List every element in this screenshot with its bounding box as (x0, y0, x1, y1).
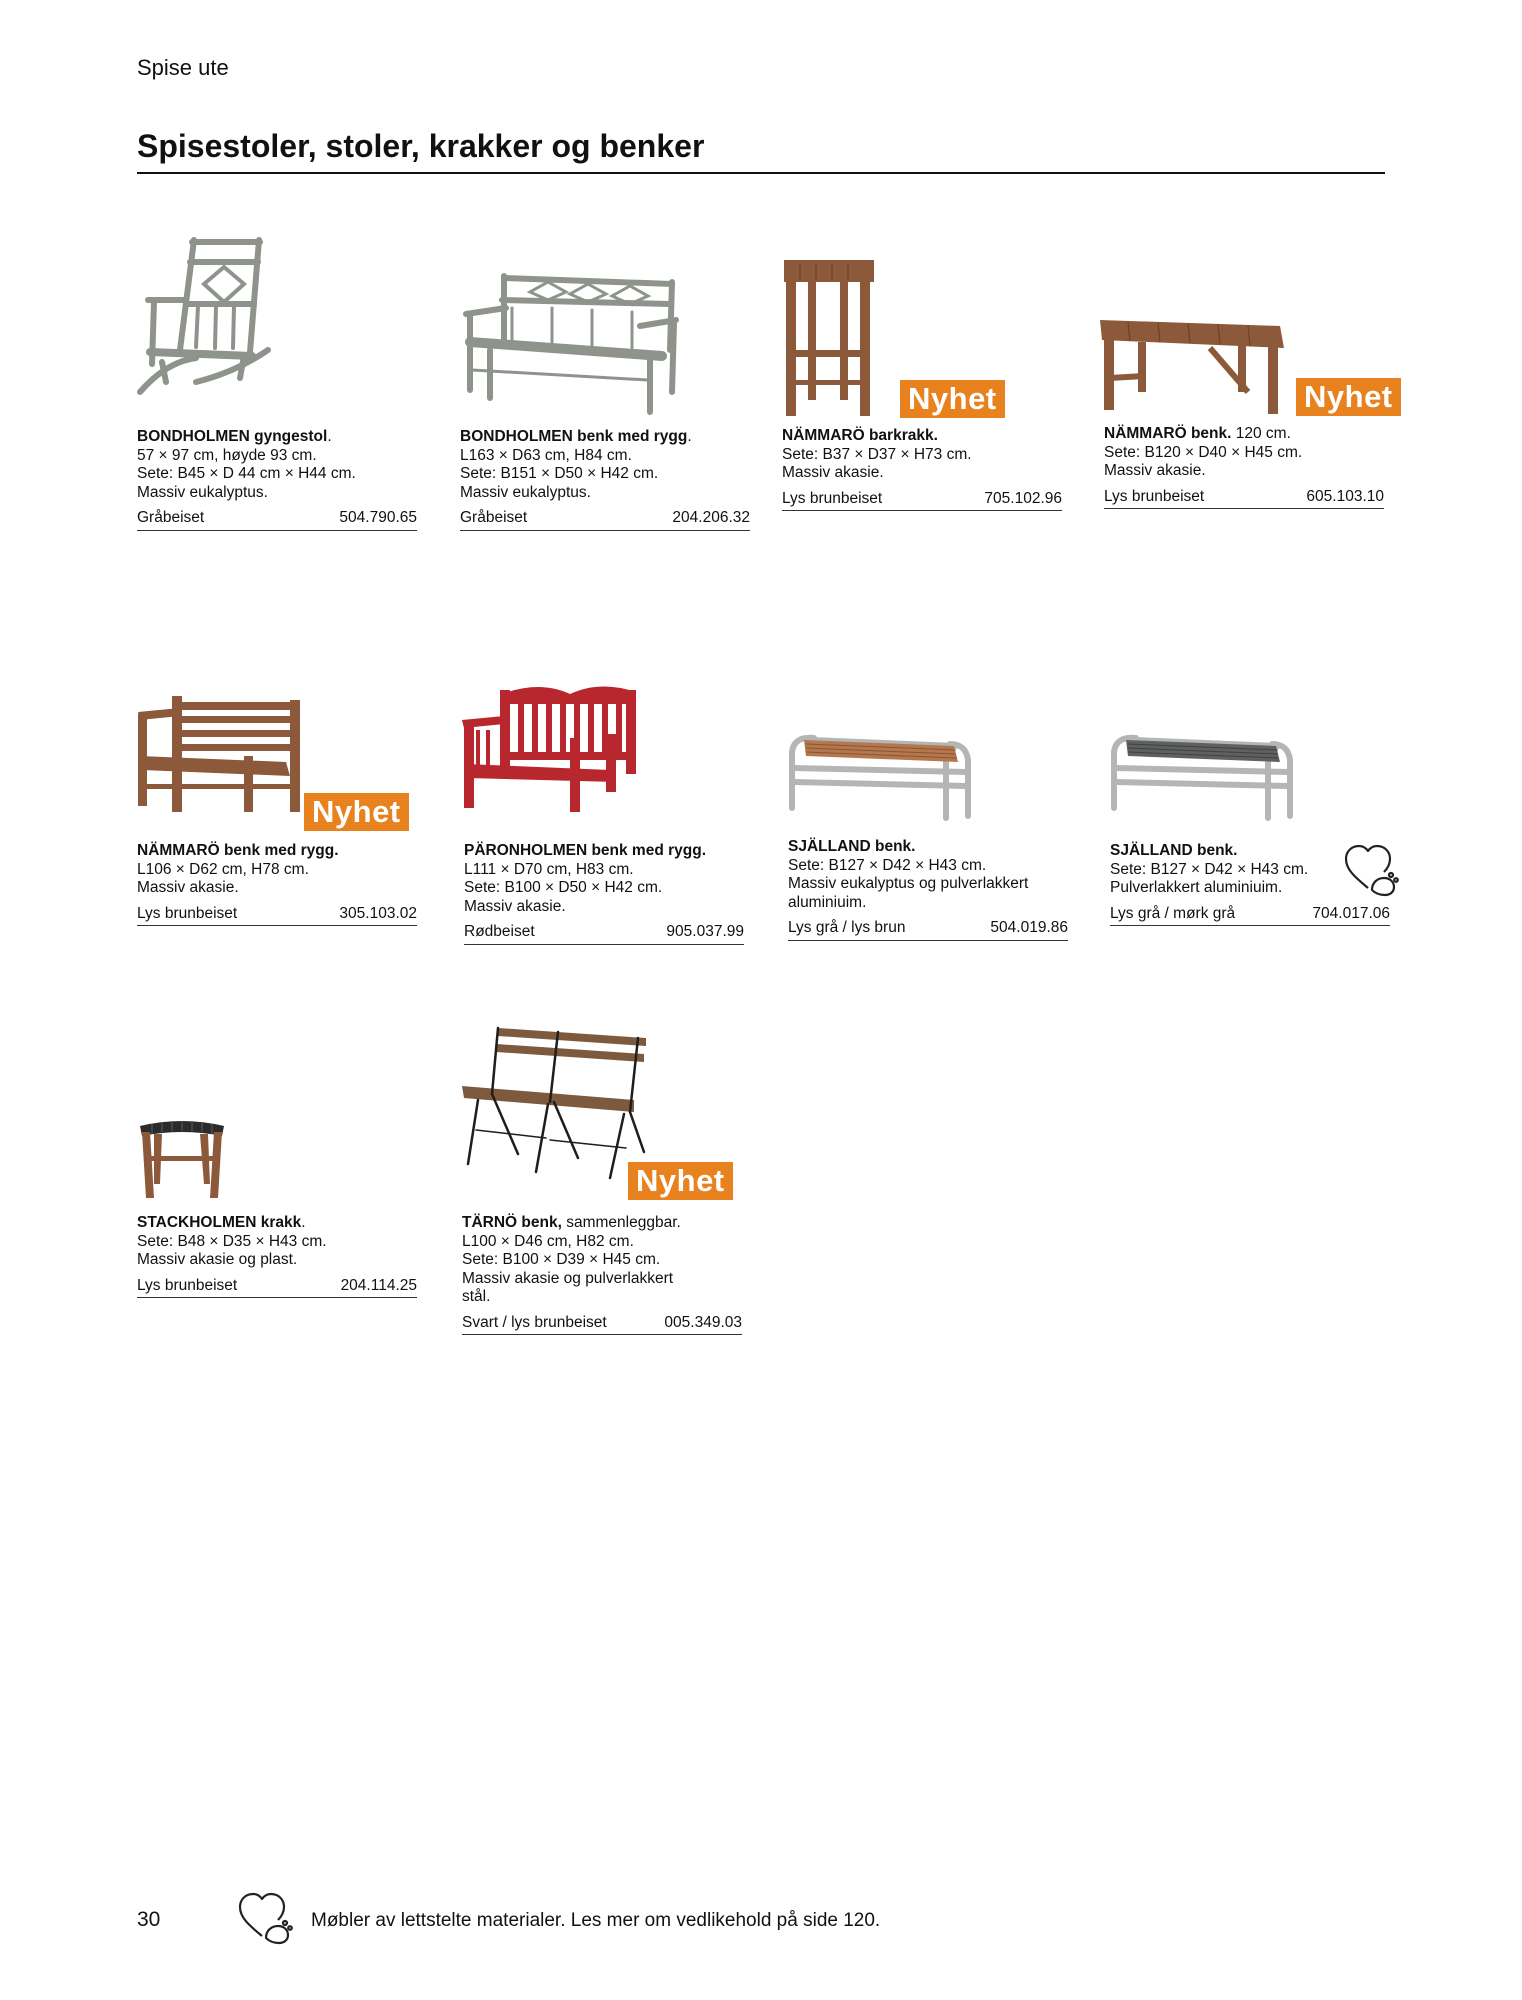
product-spec: L111 × D70 cm, H83 cm. (464, 860, 634, 878)
product-article-number: 705.102.96 (984, 489, 1062, 507)
product-article-number: 704.017.06 (1312, 904, 1390, 922)
product-name: TÄRNÖ benk, (462, 1214, 562, 1231)
product-color: Lys grå / lys brun (788, 919, 906, 936)
product-title (137, 842, 417, 861)
product-color-row (460, 509, 750, 531)
product-name: SJÄLLAND benk. (788, 838, 916, 855)
product-spec: Sete: B127 × D42 × H43 cm. (788, 856, 987, 874)
product-spec: Sete: B120 × D40 × H45 cm. (1104, 443, 1303, 461)
product-info (782, 427, 1062, 511)
product-name-suffix: . (687, 428, 692, 445)
product-name: STACKHOLMEN krakk (137, 1214, 302, 1231)
product-title (137, 428, 417, 447)
heading-rule (137, 172, 1385, 174)
product-spec: Sete: B100 × D39 × H45 cm. (462, 1251, 661, 1268)
product-spec: Massiv akasie. (1104, 462, 1206, 479)
bar-stool-image (780, 258, 878, 418)
product-spec: Massiv akasie og plast. (137, 1251, 298, 1268)
product-title (1104, 425, 1384, 444)
product-color-row (782, 490, 1062, 512)
product-info (464, 842, 744, 945)
product-article-number: 504.790.65 (339, 509, 417, 526)
new-badge: Nyhet (900, 380, 1005, 418)
product-name: PÄRONHOLMEN benk med rygg. (464, 842, 706, 859)
stool-image (136, 1112, 228, 1202)
product-info (1104, 425, 1384, 509)
product-spec: Massiv eukalyptus. (460, 483, 591, 501)
product-color: Lys grå / mørk grå (1110, 904, 1236, 922)
product-color: Svart / lys brunbeiset (462, 1313, 607, 1331)
product-title (462, 1214, 742, 1233)
product-color: Rødbeiset (464, 923, 535, 940)
footer-care-note: Møbler av lettstelte materialer. Les mer om vedlikehold på side 120. (311, 1910, 881, 1931)
aluminium-bench-image (786, 728, 974, 824)
bench-image (1098, 308, 1288, 418)
product-spec: Massiv akasie og pulverlakkert (462, 1269, 674, 1287)
product-info (137, 842, 417, 926)
product-name-suffix: . (301, 1214, 306, 1231)
product-spec: L106 × D62 cm, H78 cm. (137, 860, 309, 878)
aluminium-bench-image (1108, 728, 1296, 824)
product-color-row (137, 905, 417, 927)
rocking-chair-image (136, 232, 272, 402)
bench-with-backrest-image (462, 270, 680, 418)
product-spec: stål. (462, 1288, 491, 1305)
product-name-suffix: sammenleggbar. (561, 1214, 681, 1231)
product-name: NÄMMARÖ benk med rygg. (137, 842, 339, 859)
product-color-row (1104, 488, 1384, 510)
product-name-suffix: . (327, 428, 332, 445)
product-info (462, 1214, 742, 1335)
product-info (1110, 842, 1390, 926)
product-article-number: 204.114.25 (340, 1276, 417, 1294)
product-spec: Sete: B151 × D50 × H42 cm. (460, 465, 659, 482)
product-color-row (137, 509, 417, 531)
red-bench-image (460, 682, 640, 814)
product-spec: Massiv akasie. (137, 879, 239, 896)
page-heading: Spisestoler, stoler, krakker og benker (137, 128, 705, 164)
product-spec: Massiv eukalyptus. (137, 483, 268, 501)
product-spec: Sete: B48 × D35 × H43 cm. (137, 1232, 327, 1250)
page-number: 30 (137, 1908, 161, 1931)
product-spec: L163 × D63 cm, H84 cm. (460, 446, 632, 464)
product-color: Lys brunbeiset (137, 904, 238, 922)
new-badge: Nyhet (628, 1162, 733, 1200)
product-info (460, 428, 750, 531)
product-color-row (462, 1314, 742, 1336)
product-name: BONDHOLMEN gyngestol (137, 428, 328, 445)
product-spec: Sete: B100 × D50 × H42 cm. (464, 879, 663, 896)
product-title (464, 842, 744, 861)
product-name: BONDHOLMEN benk med rygg (460, 428, 688, 445)
product-color: Gråbeiset (460, 509, 528, 526)
product-color: Gråbeiset (137, 509, 205, 526)
product-color-row (137, 1277, 417, 1299)
product-spec: 57 × 97 cm, høyde 93 cm. (137, 446, 317, 464)
product-spec: Massiv akasie. (782, 464, 884, 481)
product-color: Lys brunbeiset (137, 1276, 238, 1294)
product-color-row (788, 919, 1068, 941)
product-info (137, 1214, 417, 1298)
product-spec: Massiv akasie. (464, 897, 566, 915)
product-article-number: 504.019.86 (990, 919, 1068, 936)
product-title (460, 428, 740, 447)
product-spec: Pulverlakkert aluminiuim. (1110, 879, 1283, 896)
product-color-row (464, 923, 744, 945)
new-badge: Nyhet (304, 793, 409, 831)
product-color: Lys brunbeiset (782, 489, 883, 507)
product-title (1110, 842, 1390, 861)
section-label: Spise ute (137, 55, 229, 80)
product-name: SJÄLLAND benk. (1110, 842, 1238, 859)
product-article-number: 905.037.99 (666, 923, 744, 940)
easy-care-heart-icon (236, 1890, 294, 1946)
product-title (137, 1214, 417, 1233)
product-info (137, 428, 417, 531)
product-article-number: 605.103.10 (1306, 487, 1384, 505)
product-article-number: 005.349.03 (664, 1313, 742, 1331)
product-title (788, 838, 1068, 857)
product-color: Lys brunbeiset (1104, 487, 1205, 505)
product-name: NÄMMARÖ benk. (1104, 425, 1232, 442)
folding-bench-image (458, 1022, 648, 1180)
product-spec: Sete: B127 × D42 × H43 cm. (1110, 860, 1309, 878)
product-info (788, 838, 1068, 941)
product-name: NÄMMARÖ barkrakk. (782, 427, 938, 444)
product-spec: L100 × D46 cm, H82 cm. (462, 1232, 634, 1250)
bench-with-backrest-image (136, 692, 306, 816)
product-name-suffix: 120 cm. (1231, 425, 1291, 442)
product-spec: Sete: B37 × D37 × H73 cm. (782, 445, 972, 463)
product-spec: aluminiuim. (788, 893, 867, 911)
new-badge: Nyhet (1296, 378, 1401, 416)
product-title (782, 427, 1062, 446)
product-article-number: 204.206.32 (672, 509, 750, 526)
product-article-number: 305.103.02 (339, 904, 417, 922)
product-color-row (1110, 905, 1390, 927)
product-spec: Massiv eukalyptus og pulverlakkert (788, 875, 1029, 892)
product-spec: Sete: B45 × D 44 cm × H44 cm. (137, 465, 356, 482)
